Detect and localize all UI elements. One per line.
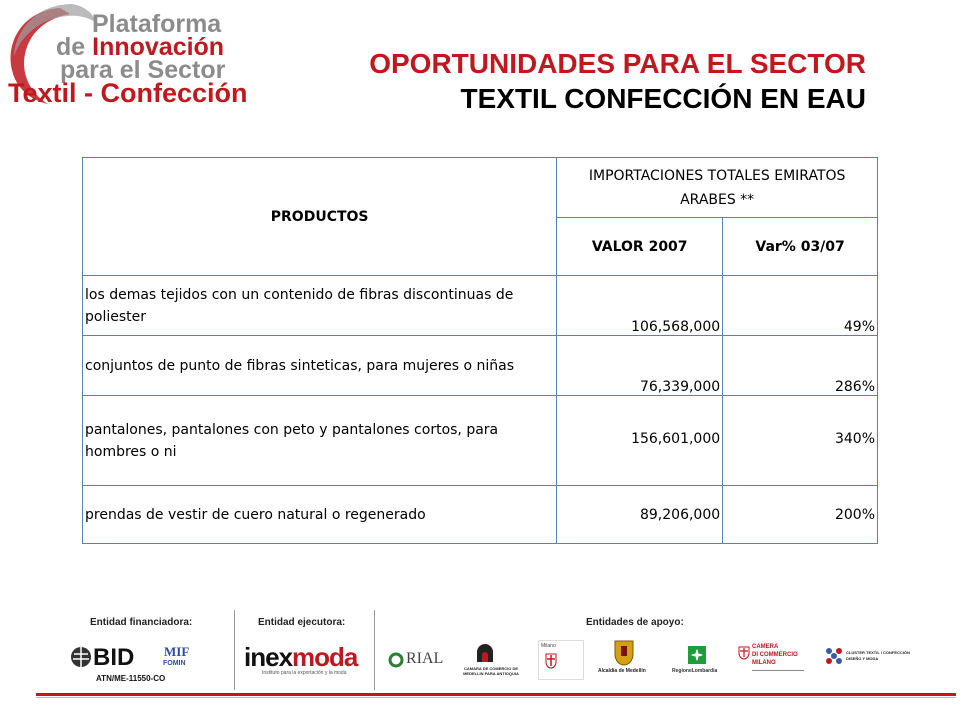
logo-line-4: Textil - Confección xyxy=(8,78,248,108)
separator xyxy=(374,610,375,690)
row-value: 156,601,000 xyxy=(557,396,723,486)
bid-logo: BID xyxy=(93,644,135,671)
cluster-icon xyxy=(824,646,844,666)
camera-line-1: CAMERA xyxy=(752,644,779,650)
label-apoyo: Entidades de apoyo: xyxy=(586,617,684,628)
logo-line-2-accent: Innovación xyxy=(92,33,225,61)
footer-grey-line xyxy=(36,697,956,698)
atn-code: ATN/ME-11550-CO xyxy=(96,674,166,683)
row-var: 340% xyxy=(723,396,878,486)
table-row xyxy=(83,336,878,396)
cluster-line-2: DISEÑO Y MODA xyxy=(846,656,879,661)
platform-logo xyxy=(0,0,270,120)
separator xyxy=(234,610,235,690)
alcaldia-logo: Alcaldía de Medellín xyxy=(598,668,646,674)
row-value: 106,568,000 xyxy=(557,276,723,336)
bid-globe-icon xyxy=(70,646,92,668)
regione-icon xyxy=(688,646,706,664)
rial-logo: RIAL xyxy=(406,650,444,667)
row-product: los demas tejidos con un contenido de fibras discontinuas de poliester xyxy=(83,276,557,336)
title-line-2: TEXTIL CONFECCIÓN EN EAU xyxy=(460,83,866,114)
header-imports: IMPORTACIONES TOTALES EMIRATOS ARABES ** xyxy=(557,158,878,218)
sponsors-footer xyxy=(0,600,960,720)
inexmoda-subtitle: Instituto para la exportación y la moda xyxy=(262,670,347,676)
row-var: 49% xyxy=(723,276,878,336)
fomin-logo: FOMIN xyxy=(163,660,186,667)
footer-red-line xyxy=(36,693,956,696)
milano-small-logo: Milano xyxy=(541,643,556,649)
header-products: PRODUCTOS xyxy=(83,158,557,276)
logo-line-1: Plataforma xyxy=(92,10,222,38)
logo-line-3: para el Sector xyxy=(60,56,226,84)
camera-line-3: MILANO xyxy=(752,660,776,666)
row-product: pantalones, pantalones con peto y pantalones cortos, para hombres o ni xyxy=(83,396,557,486)
row-product: conjuntos de punto de fibras sinteticas, para mujeres o niñas xyxy=(83,336,557,396)
row-var: 286% xyxy=(723,336,878,396)
regione-logo: RegioneLombardia xyxy=(672,668,718,674)
table-header-row xyxy=(83,158,878,218)
regione-rose-icon xyxy=(688,646,706,664)
logo-line-2-prefix: de xyxy=(56,33,93,61)
rial-icon xyxy=(388,652,404,668)
alcaldia-crest-icon xyxy=(614,640,634,666)
milano-crest-icon xyxy=(545,653,557,669)
slide-title xyxy=(369,46,866,116)
camara-icon xyxy=(474,642,496,664)
camara-logo: CAMARA DE COMERCIO DE MEDELLIN PARA ANTIOQUIA xyxy=(463,666,519,676)
inexmoda-part-b: moda xyxy=(292,642,358,672)
inexmoda-logo xyxy=(244,642,357,673)
header-var: Var% 03/07 xyxy=(723,218,878,276)
row-product: prendas de vestir de cuero natural o regenerado xyxy=(83,486,557,544)
cluster-line-1: CLUSTER TEXTIL / CONFECCIÓN xyxy=(846,650,910,655)
inexmoda-part-a: inex xyxy=(244,642,293,672)
imports-table xyxy=(82,157,878,544)
mif-logo: MIF xyxy=(164,644,190,659)
camera-line-2: DI COMMERCIO xyxy=(752,652,798,658)
camera-underline xyxy=(752,670,804,671)
header-value: VALOR 2007 xyxy=(557,218,723,276)
row-value: 89,206,000 xyxy=(557,486,723,544)
row-value: 76,339,000 xyxy=(557,336,723,396)
title-line-1: OPORTUNIDADES PARA EL SECTOR xyxy=(369,48,866,79)
row-var: 200% xyxy=(723,486,878,544)
table-row xyxy=(83,396,878,486)
label-ejecutora: Entidad ejecutora: xyxy=(258,617,346,628)
camera-crest-icon xyxy=(738,646,750,660)
milano-box xyxy=(538,640,584,680)
table-row xyxy=(83,276,878,336)
label-financiadora: Entidad financiadora: xyxy=(90,617,193,628)
table-row xyxy=(83,486,878,544)
